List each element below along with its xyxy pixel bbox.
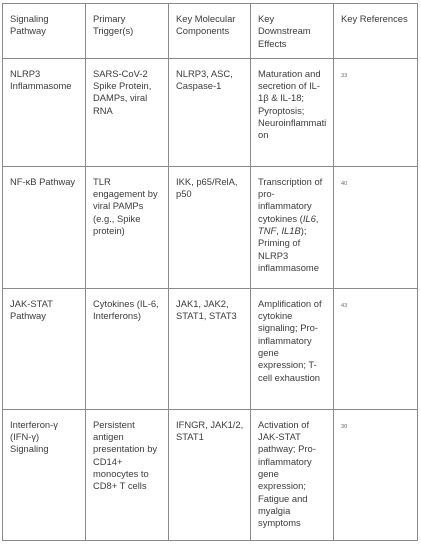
signaling-pathways-table — [2, 3, 418, 541]
table-row — [3, 58, 418, 166]
cell-effects: Maturation and secretion of IL-1β & IL-18; Pyroptosis; Neuroinflammation — [251, 58, 334, 166]
cell-reference — [334, 288, 418, 409]
table-row — [3, 288, 418, 409]
cell-effects — [251, 166, 334, 288]
reference-number: 43 — [341, 302, 348, 309]
reference-number: 30 — [341, 423, 348, 430]
cell-reference — [334, 166, 418, 288]
cell-pathway: NF-κB Pathway — [3, 166, 86, 288]
cell-pathway: NLRP3 Inflammasome — [3, 58, 86, 166]
table-row — [3, 166, 418, 288]
cell-components: NLRP3, ASC, Caspase-1 — [169, 58, 251, 166]
cell-effects: Activation of JAK-STAT pathway; Pro-inflammatory gene expression; Fatigue and myalgia symptoms — [251, 409, 334, 540]
gene-name: IL1B — [281, 225, 301, 237]
cell-reference — [334, 409, 418, 540]
cell-trigger: TLR engagement by viral PAMPs (e.g., Spike protein) — [86, 166, 169, 288]
gene-name: IL6 — [302, 212, 316, 224]
cell-effects: Amplification of cytokine signaling; Pro-inflammatory gene expression; T-cell exhaustion — [251, 288, 334, 409]
effects-text-prefix: Transcription of pro-inflammatory cytokines ( — [258, 175, 323, 224]
cell-components: JAK1, JAK2, STAT1, STAT3 — [169, 288, 251, 409]
header-key-molecular-components: Key Molecular Components — [169, 4, 251, 59]
cell-reference — [334, 58, 418, 166]
table-header-row — [3, 4, 418, 59]
table-row — [3, 409, 418, 540]
cell-pathway: Interferon-γ (IFN-γ) Signaling — [3, 409, 86, 540]
cell-pathway: JAK-STAT Pathway — [3, 288, 86, 409]
header-signaling-pathway: Signaling Pathway — [3, 4, 86, 59]
header-primary-trigger: Primary Trigger(s) — [86, 4, 169, 59]
gene-name: TNF — [258, 225, 277, 237]
cell-trigger: Persistent antigen presentation by CD14+ monocytes to CD8+ T cells — [86, 409, 169, 540]
cell-trigger: SARS-CoV-2 Spike Protein, DAMPs, viral RNA — [86, 58, 169, 166]
reference-number: 40 — [341, 180, 348, 187]
cell-components: IFNGR, JAK1/2, STAT1 — [169, 409, 251, 540]
cell-components: IKK, p65/RelA, p50 — [169, 166, 251, 288]
gene-separator: , — [315, 212, 319, 224]
header-key-downstream-effects: Key Downstream Effects — [251, 4, 334, 59]
header-key-references: Key References — [334, 4, 418, 59]
cell-trigger: Cytokines (IL-6, Interferons) — [86, 288, 169, 409]
effects-text-suffix: ); Priming of NLRP3 inflammasome — [258, 225, 319, 273]
gene-separator: , — [276, 225, 282, 237]
reference-number: 33 — [341, 72, 348, 79]
